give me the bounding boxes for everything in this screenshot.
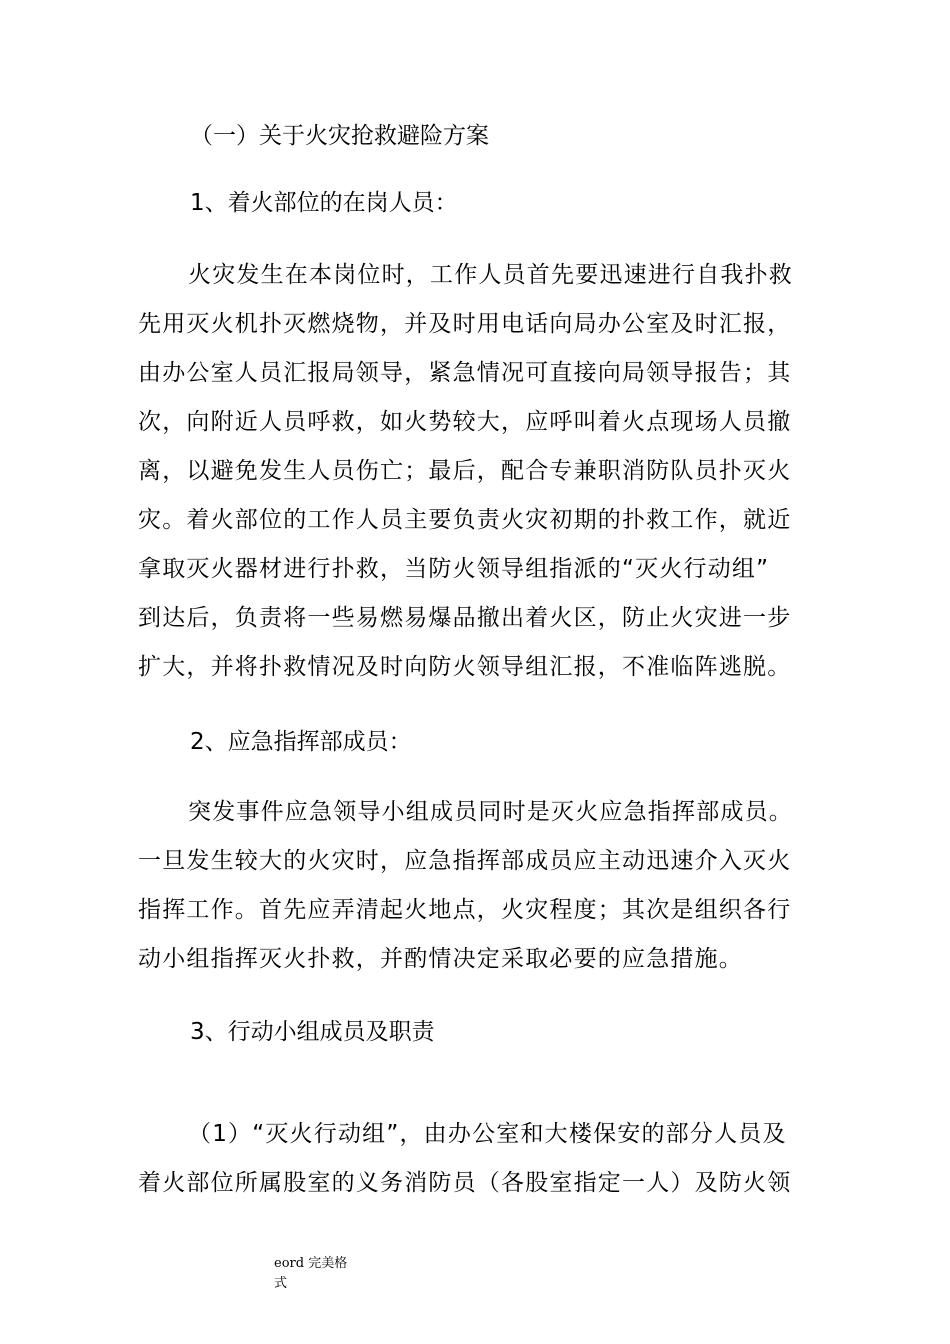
item3-paragraph (138, 1110, 822, 1208)
paragraph-line: 离，以避免发生人员伤亡；最后，配合专兼职消防队员扑灭火 (138, 458, 792, 484)
paragraph-line: 拿取灭火器材进行扑救，当防火领导组指派的“灭火行动组” (138, 556, 770, 582)
item1-paragraph (138, 251, 822, 692)
item2-heading: 2、应急指挥部成员： (190, 729, 412, 755)
paragraph-line: 先用灭火机扑灭燃烧物，并及时用电话向局办公室及时汇报， (138, 311, 792, 337)
paragraph-line: 突发事件应急领导小组成员同时是灭火应急指挥部成员。 (188, 799, 793, 825)
item3-heading: 3、行动小组成员及职责 (190, 1019, 435, 1045)
item2-paragraph (138, 788, 822, 984)
paragraph-line: 到达后，负责将一些易燃易爆品撤出着火区，防止火灾进一步 (138, 605, 792, 631)
paragraph-line: 由办公室人员汇报局领导，紧急情况可直接向局领导报告；其 (138, 360, 792, 386)
paragraph-line: 一旦发生较大的火灾时，应急指挥部成员应主动迅速介入灭火 (138, 848, 792, 874)
footer-line: eord 完美格 (274, 1256, 348, 1271)
paragraph-line: （1）“灭火行动组”，由办公室和大楼保安的部分人员及 (188, 1121, 787, 1147)
item1-heading: 1、着火部位的在岗人员： (190, 190, 458, 216)
paragraph-line: 扩大，并将扑救情况及时向防火领导组汇报，不准临阵逃脱。 (138, 654, 792, 680)
paragraph-line: 指挥工作。首先应弄清起火地点，火灾程度；其次是组织各行 (138, 897, 792, 923)
footer-line: 式 (274, 1276, 288, 1291)
paragraph-line: 动小组指挥灭火扑救，并酌情决定采取必要的应急措施。 (138, 946, 743, 972)
section-title: （一）关于火灾抢救避险方案 (190, 123, 489, 149)
paragraph-line: 着火部位所属股室的义务消防员（各股室指定一人）及防火领 (138, 1170, 792, 1196)
paragraph-line: 次，向附近人员呼救，如火势较大，应呼叫着火点现场人员撤 (138, 409, 792, 435)
page-footer (274, 1254, 364, 1294)
paragraph-line: 灾。着火部位的工作人员主要负责火灾初期的扑救工作，就近 (138, 507, 792, 533)
paragraph-line: 火灾发生在本岗位时，工作人员首先要迅速进行自我扑救 (188, 262, 793, 288)
